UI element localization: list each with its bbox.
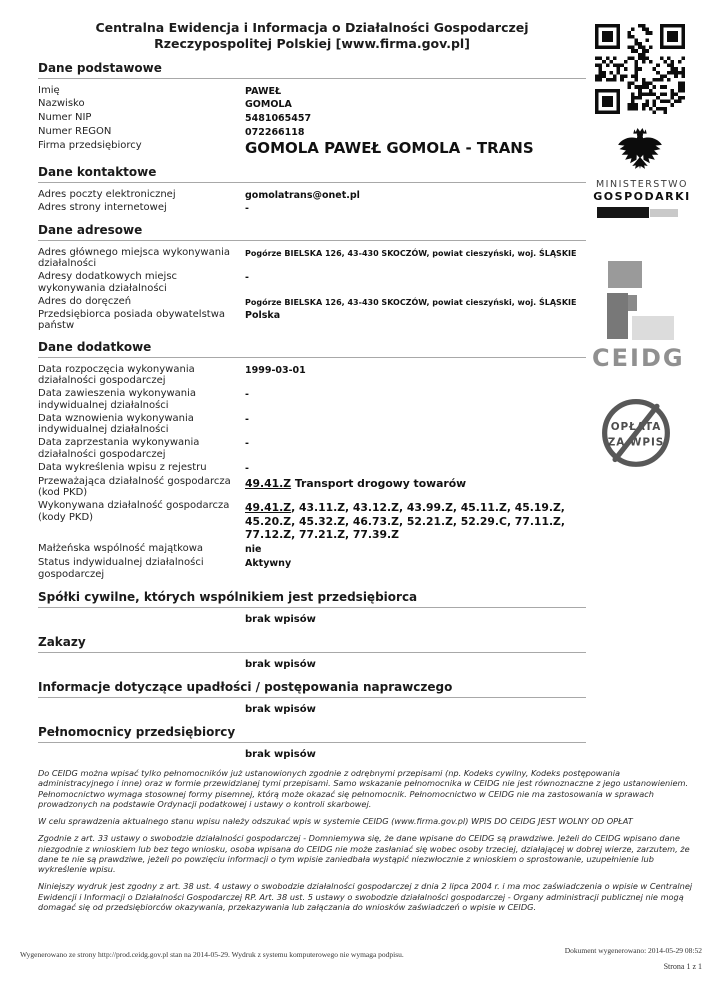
field-label: Przedsiębiorca posiada obywatelstwa państw [38, 308, 226, 332]
field-label: Numer REGON [38, 126, 112, 138]
field-row [38, 437, 586, 460]
field-value: - [245, 462, 249, 474]
section-heading: Dane kontaktowe [38, 165, 586, 183]
page-title [38, 0, 586, 53]
qr-code-icon [595, 24, 685, 114]
section-dane-dodatkowe [38, 340, 586, 580]
main-address-value: Pogórze BIELSKA 126, 43-430 SKOCZÓW, powiat cieszyński, woj. ŚLĄSKIE [245, 248, 577, 258]
all-pkd-value [245, 500, 586, 541]
legal-paragraph-1: Do CEIDG można wpisać tylko pełnomocników już ustanowionych zgodnie z odrębnymi przepisami (np. Kodeks cywilny, Kodeks postępowania administracyjnego i inne) oraz w formie przewidzianej tymi przepisami. Samo wskazanie pełnomocnika w CEIDG nie jest równoznaczne z jego ustanowieniem. Pełnomocnictwo wymaga stosownej formy pisemnej, którą może okazać się pełnomocnik. Pełnomocnictwo w CEIDG nie ma zastosowania w sprawach prowadzonych na podstawie Ordynacji podatkowej i ustawy o kontroli skarbowej. [38, 768, 689, 809]
field-value: PAWEŁ [245, 85, 282, 97]
field-value: 072266118 [245, 127, 305, 139]
pkd-code: 49.41.Z [245, 501, 292, 515]
pkd-code-list: , 43.11.Z, 43.12.Z, 43.99.Z, 45.11.Z, 45.19.Z, 45.20.Z, 45.32.Z, 46.73.Z, 52.21.Z, 52.29.C, 77.11.Z, 77.12.Z, 77.21.Z, 77.39.Z [245, 501, 565, 542]
section-spolki-cywilne [38, 590, 586, 625]
title-line-2: Rzeczypospolitej Polskiej [www.firma.gov.pl] [154, 36, 470, 52]
section-pelnomocnicy [38, 725, 586, 760]
ministry-name-line1: MINISTERSTWO [595, 179, 689, 190]
field-label: Data zaprzestania wykonywania działalności gospodarczej [38, 437, 200, 460]
field-value: - [245, 438, 249, 450]
section-heading: Spółki cywilne, których wspólnikiem jest przedsiębiorca [38, 590, 586, 608]
field-row [38, 112, 586, 124]
field-row [38, 271, 586, 294]
field-label: Data wznowienia wykonywania indywidualnej działalności [38, 412, 194, 436]
field-label: Adres poczty elektronicznej [38, 188, 176, 200]
field-label: Data wykreślenia wpisu z rejestru [38, 461, 207, 473]
field-label: Adres strony internetowej [38, 202, 167, 214]
field-label: Małżeńska wspólność majątkowa [38, 543, 203, 555]
field-value: - [245, 389, 249, 401]
citizenship-value: Polska [245, 309, 281, 321]
section-heading: Zakazy [38, 635, 586, 653]
field-row [38, 247, 586, 270]
start-date-value: 1999-03-01 [245, 364, 306, 376]
field-label: Status indywidualnej działalności gospodarczej [38, 557, 204, 580]
field-value: - [245, 413, 249, 425]
email-value: gomolatrans@onet.pl [245, 189, 360, 201]
section-heading: Dane adresowe [38, 223, 586, 241]
field-row [38, 462, 586, 474]
section-dane-kontaktowe [38, 165, 586, 215]
no-entries-value: brak wpisów [245, 704, 316, 716]
field-row [38, 202, 586, 214]
field-label: Imię [38, 84, 60, 96]
field-row [38, 543, 586, 555]
field-row [38, 557, 586, 580]
field-label: Data rozpoczęcia wykonywania działalności gospodarczej [38, 363, 195, 387]
section-dane-podstawowe [38, 61, 586, 157]
no-entries-value: brak wpisów [245, 659, 316, 671]
section-heading: Dane dodatkowe [38, 340, 586, 358]
pkd-code: 49.41.Z [245, 476, 292, 490]
field-value: 5481065457 [245, 113, 312, 125]
section-dane-adresowe [38, 223, 586, 332]
legal-paragraph-4: Niniejszy wydruk jest zgodny z art. 38 ust. 4 ustawy o swobodzie działalności gospodarczej z dnia 2 lipca 2004 r. i ma moc zaświadczenia o wpisie w Centralnej Ewidencji i Informacji o Działalności Gospodarczej RP. Art. 38 ust. 5 ustawy o swobodzie działalności gospodarczej - Organy administracji publicznej nie mogą domagać się od przedsiębiorców okazywania, przekazywania lub załączania do wniosków zaświadczeń o wpisie w CEIDG. [38, 881, 693, 912]
field-row [38, 296, 586, 308]
footer-generated-timestamp: Dokument wygenerowano: 2014-05-29 08:52 [564, 946, 702, 955]
company-name-value: GOMOLA PAWEŁ GOMOLA - TRANS [245, 139, 534, 158]
field-value: - [245, 272, 249, 284]
field-row [38, 189, 586, 201]
ceidg-logo-block [607, 293, 628, 339]
pkd-description: Transport drogowy towarów [291, 476, 467, 490]
ceidg-logo-block [632, 316, 674, 340]
legal-paragraph-2: W celu sprawdzenia aktualnego stanu wpisu należy odszukać wpis w systemie CEIDG (www.firma.gov.pl) WPIS DO CEIDG JEST WOLNY OD OPŁAT [38, 816, 633, 827]
field-label: Data zawieszenia wykonywania indywidualnej działalności [38, 388, 197, 411]
field-label: Firma przedsiębiorcy [38, 140, 142, 152]
field-row [38, 98, 586, 110]
field-label: Adres głównego miejsca wykonywania działalności [38, 246, 230, 270]
title-line-1: Centralna Ewidencja i Informacja o Działalności Gospodarczej [95, 20, 529, 35]
document-sidebar [590, 0, 716, 1000]
field-row [38, 500, 586, 541]
eagle-emblem-icon [616, 118, 664, 176]
field-row [38, 388, 586, 411]
stamp-text-line1: OPŁATA [610, 421, 662, 434]
field-label: Adres do doręczeń [38, 295, 132, 307]
field-row [38, 126, 586, 138]
legal-paragraph-3: Zgodnie z art. 33 ustawy o swobodzie działalności gospodarczej - Domniemywa się, że dane wpisane do CEIDG są prawdziwe. Jeżeli do CEIDG wpisano dane niezgodnie z wnioskiem lub bez tego wniosku, osoba wpisana do CEIDG nie może zasłaniać się wobec osoby trzeciej, działającej w dobrej wierze, zarzutem, że dane te nie są prawdziwe, jeżeli po powzięciu informacji o tym wpisie zaniedbała wystąpić niezwłocznie z wnioskiem o sprostowanie, uzupełnienie lub wykreślenie wpisu. [38, 833, 690, 875]
scan-artifact-bar-light [650, 209, 678, 217]
field-row [38, 140, 586, 157]
field-label: Nazwisko [38, 98, 85, 110]
delivery-address-value: Pogórze BIELSKA 126, 43-430 SKOCZÓW, powiat cieszyński, woj. ŚLĄSKIE [245, 297, 577, 307]
field-value: nie [245, 544, 262, 556]
section-heading: Informacje dotyczące upadłości / postępowania naprawczego [38, 680, 586, 698]
field-value: - [245, 203, 249, 215]
section-heading: Dane podstawowe [38, 61, 586, 79]
status-value: Aktywny [245, 558, 292, 570]
ceidg-logo-block [628, 295, 637, 311]
field-row [38, 85, 586, 97]
field-label: Numer NIP [38, 112, 92, 124]
footer-meta [565, 946, 702, 971]
field-value: GOMOLA [245, 99, 292, 111]
no-entries-value: brak wpisów [245, 614, 316, 626]
section-heading: Pełnomocnicy przedsiębiorcy [38, 725, 586, 743]
scan-artifact-bar-dark [597, 207, 649, 218]
no-entries-value: brak wpisów [245, 749, 316, 761]
field-row [38, 364, 586, 387]
main-pkd-value [245, 476, 586, 490]
field-row [38, 476, 586, 499]
no-fee-stamp-icon [598, 394, 674, 470]
field-label: Przeważająca działalność gospodarcza (kod PKD) [38, 475, 231, 499]
field-label: Adresy dodatkowych miejsc wykonywania działalności [38, 271, 178, 294]
field-row [38, 309, 586, 332]
section-upadlosc [38, 680, 586, 715]
ceidg-logo-block [608, 261, 642, 288]
section-zakazy [38, 635, 586, 670]
stamp-text-line2: ZA WPIS [607, 436, 665, 449]
field-label: Wykonywana działalność gospodarcza (kody PKD) [38, 500, 230, 523]
footer-page-number: Strona 1 z 1 [663, 962, 702, 971]
field-row [38, 413, 586, 436]
ceidg-logo-text: CEIDG [592, 344, 685, 372]
footer-generated-note: Wygenerowano ze strony http://prod.ceidg.gov.pl stan na 2014-05-29. Wydruk z systemu komputerowego nie wymaga podpisu. [20, 950, 404, 959]
ministry-name-line2: GOSPODARKI [593, 190, 691, 203]
